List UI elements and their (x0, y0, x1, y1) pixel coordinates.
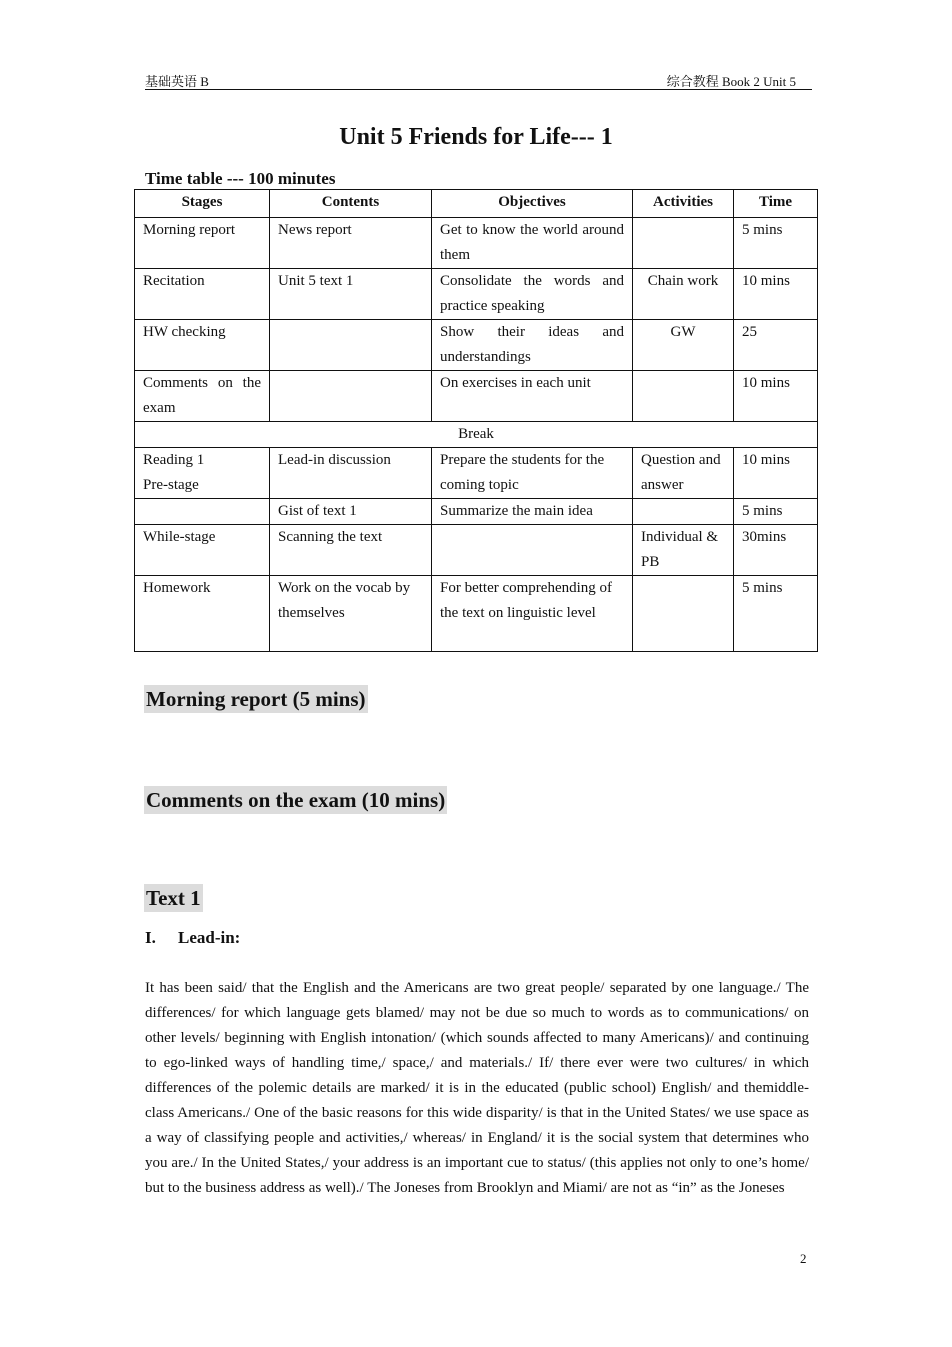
lead-in-heading (145, 928, 240, 948)
cell-activities (633, 499, 734, 525)
cell-activities: Question and answer (633, 448, 734, 499)
cell-stage: Recitation (135, 269, 270, 320)
lead-in-paragraph: It has been said/ that the English and the Americans are two great people/ separated by one language./ The differences/ for which language gets blamed/ may not be due so much to words as to communications/ on other levels/ beginning with English intonation/ (which sounds affected to many Americans)/ and continuing to ego-linked ways of handling time,/ space,/ and materials./ If/ there ever were two cultures/ in which differences of the polemic details are marked/ it is in the educated (public school) English/ and themiddle-class Americans./ One of the basic reasons for this wide disparity/ is that in the United States/ we use space as a way of classifying people and activities,/ whereas/ in England/ it is the social system that determines who you are./ In the United States,/ your address is an important cue to status/ (this applies not only to one’s home/ but to the business address as well)./ The Joneses from Brooklyn and Miami/ are not as “in” as the Joneses (145, 980, 809, 1196)
cell-time: 10 mins (734, 269, 818, 320)
column-header-objectives: Objectives (432, 190, 633, 218)
cell-contents: Work on the vocab by themselves (270, 576, 432, 652)
cell-stage: Comments on the exam (135, 371, 270, 422)
cell-objectives: For better comprehending of the text on linguistic level (432, 576, 633, 652)
timetable (134, 189, 818, 652)
cell-stage: While-stage (135, 525, 270, 576)
cell-time: 5 mins (734, 499, 818, 525)
table-row (135, 269, 818, 320)
cell-stage: Morning report (135, 218, 270, 269)
cell-activities (633, 218, 734, 269)
cell-objectives: On exercises in each unit (432, 371, 633, 422)
cell-objectives: Show their ideas and understandings (432, 320, 633, 371)
cell-objectives: Consolidate the words and practice speaking (432, 269, 633, 320)
table-row (135, 371, 818, 422)
section-heading-comments: Comments on the exam (10 mins) (146, 788, 446, 812)
column-header-stages: Stages (135, 190, 270, 218)
cell-objectives: Prepare the students for the coming topic (432, 448, 633, 499)
cell-time: 5 mins (734, 576, 818, 652)
cell-activities: Chain work (633, 269, 734, 320)
lead-in-number: I. (145, 928, 156, 947)
cell-stage: Homework (135, 576, 270, 652)
cell-objectives (432, 525, 633, 576)
cell-contents (270, 371, 432, 422)
cell-time: 10 mins (734, 371, 818, 422)
cell-activities (633, 576, 734, 652)
cell-stage: HW checking (135, 320, 270, 371)
cell-contents: Unit 5 text 1 (270, 269, 432, 320)
column-header-activities: Activities (633, 190, 734, 218)
cell-stage (135, 499, 270, 525)
timetable-header-row (135, 190, 818, 218)
column-header-contents: Contents (270, 190, 432, 218)
section-heading-morning-report: Morning report (5 mins) (146, 687, 366, 711)
cell-time: 5 mins (734, 218, 818, 269)
page-title: Unit 5 Friends for Life--- 1 (339, 124, 613, 150)
cell-objectives: Summarize the main idea (432, 499, 633, 525)
cell-time: 30mins (734, 525, 818, 576)
cell-contents: Lead-in discussion (270, 448, 432, 499)
cell-objectives: Get to know the world around them (432, 218, 633, 269)
stage-reading: Reading 1 (143, 452, 205, 468)
page-header (145, 70, 812, 90)
lead-in-title: Lead-in: (178, 928, 241, 947)
page-number: 2 (800, 1251, 807, 1266)
column-header-time: Time (734, 190, 818, 218)
table-row (135, 448, 818, 499)
table-row-break (135, 422, 818, 448)
cell-activities (633, 371, 734, 422)
cell-activities: Individual & PB (633, 525, 734, 576)
section-heading-text1: Text 1 (146, 886, 201, 910)
cell-contents: News report (270, 218, 432, 269)
cell-contents: Gist of text 1 (270, 499, 432, 525)
cell-stage (135, 448, 270, 499)
table-row (135, 218, 818, 269)
cell-time: 25 (734, 320, 818, 371)
break-label: Break (135, 422, 818, 448)
cell-time: 10 mins (734, 448, 818, 499)
table-row (135, 576, 818, 652)
cell-contents (270, 320, 432, 371)
cell-activities: GW (633, 320, 734, 371)
stage-pre: Pre-stage (143, 477, 199, 493)
table-row (135, 499, 818, 525)
table-row (135, 525, 818, 576)
header-book-unit: 综合教程 Book 2 Unit 5 (666, 74, 796, 89)
cell-contents: Scanning the text (270, 525, 432, 576)
timetable-caption: Time table --- 100 minutes (145, 169, 336, 188)
table-row (135, 320, 818, 371)
header-course: 基础英语 B (145, 74, 209, 89)
